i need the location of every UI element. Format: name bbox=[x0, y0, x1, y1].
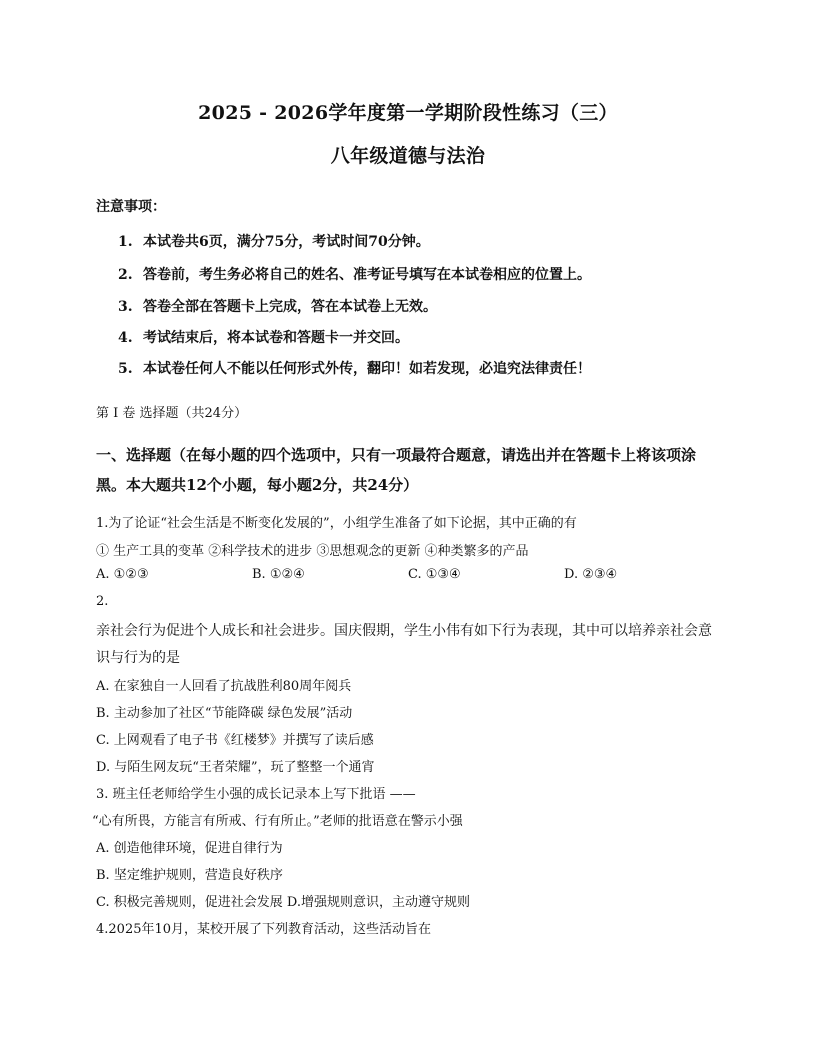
part-instruction: 一、选择题（在每小题的四个选项中，只有一项最符合题意，请选出并在答题卡上将该项涂黑。本大题共12个小题，每小题2分，共24分） bbox=[96, 446, 697, 494]
question-1-option-a: A. ①②③ bbox=[96, 567, 149, 582]
question-3-option-b: B. 坚定维护规则，营造良好秩序 bbox=[96, 868, 283, 883]
question-3-stem-line2: “心有所畏，方能言有所戒、行有所止。”老师的批语意在警示小强 bbox=[92, 814, 463, 829]
question-1-option-d: D. ②③④ bbox=[564, 567, 618, 582]
question-1-option-c: C. ①③④ bbox=[408, 567, 461, 582]
notice-item: 5. 本试卷任何人不能以任何形式外传，翻印！如若发现，必追究法律责任！ bbox=[118, 361, 591, 377]
notice-item: 1. 本试卷共6页，满分75分，考试时间70分钟。 bbox=[118, 234, 430, 250]
notice-item: 2. 答卷前，考生务必将自己的姓名、准考证号填写在本试卷相应的位置上。 bbox=[118, 267, 591, 283]
question-2-number: 2. bbox=[96, 594, 109, 609]
question-2-option-b: B. 主动参加了社区“节能降碳 绿色发展”活动 bbox=[96, 706, 353, 721]
question-3-option-a: A. 创造他律环境，促进自律行为 bbox=[96, 841, 283, 856]
question-2-option-d: D. 与陌生网友玩“王者荣耀”，玩了整整一个通宵 bbox=[96, 760, 375, 775]
notice-item: 3. 答卷全部在答题卡上完成，答在本试卷上无效。 bbox=[118, 299, 437, 315]
question-1-items: ① 生产工具的变革 ②科学技术的进步 ③思想观念的更新 ④种类繁多的产品 bbox=[96, 544, 529, 559]
exam-subject: 八年级道德与法治 bbox=[330, 145, 486, 167]
question-2-stem-line2: 识与行为的是 bbox=[96, 650, 180, 666]
question-1-stem: 1.为了论证“社会生活是不断变化发展的”，小组学生准备了如下论据，其中正确的有 bbox=[96, 516, 577, 531]
question-3-stem-line1: 3. 班主任老师给学生小强的成长记录本上写下批语 —— bbox=[96, 787, 416, 802]
notice-heading: 注意事项： bbox=[96, 199, 166, 215]
exam-title: 2025 - 2026学年度第一学期阶段性练习（三） bbox=[198, 102, 618, 124]
question-2-option-c: C. 上网观看了电子书《红楼梦》并撰写了读后感 bbox=[96, 733, 374, 748]
question-3-option-cd: C. 积极完善规则，促进社会发展 D.增强规则意识，主动遵守规则 bbox=[96, 895, 470, 910]
question-2-stem-line1: 亲社会行为促进个人成长和社会进步。国庆假期，学生小伟有如下行为表现，其中可以培养亲社会意 bbox=[96, 623, 712, 639]
question-2-option-a: A. 在家独自一人回看了抗战胜利80周年阅兵 bbox=[96, 679, 352, 694]
question-1-option-b: B. ①②④ bbox=[252, 567, 305, 582]
notice-item: 4. 考试结束后，将本试卷和答题卡一并交回。 bbox=[118, 330, 409, 346]
question-4-stem: 4.2025年10月，某校开展了下列教育活动，这些活动旨在 bbox=[96, 922, 432, 937]
volume-heading: 第 I 卷 选择题（共24分） bbox=[96, 406, 248, 421]
